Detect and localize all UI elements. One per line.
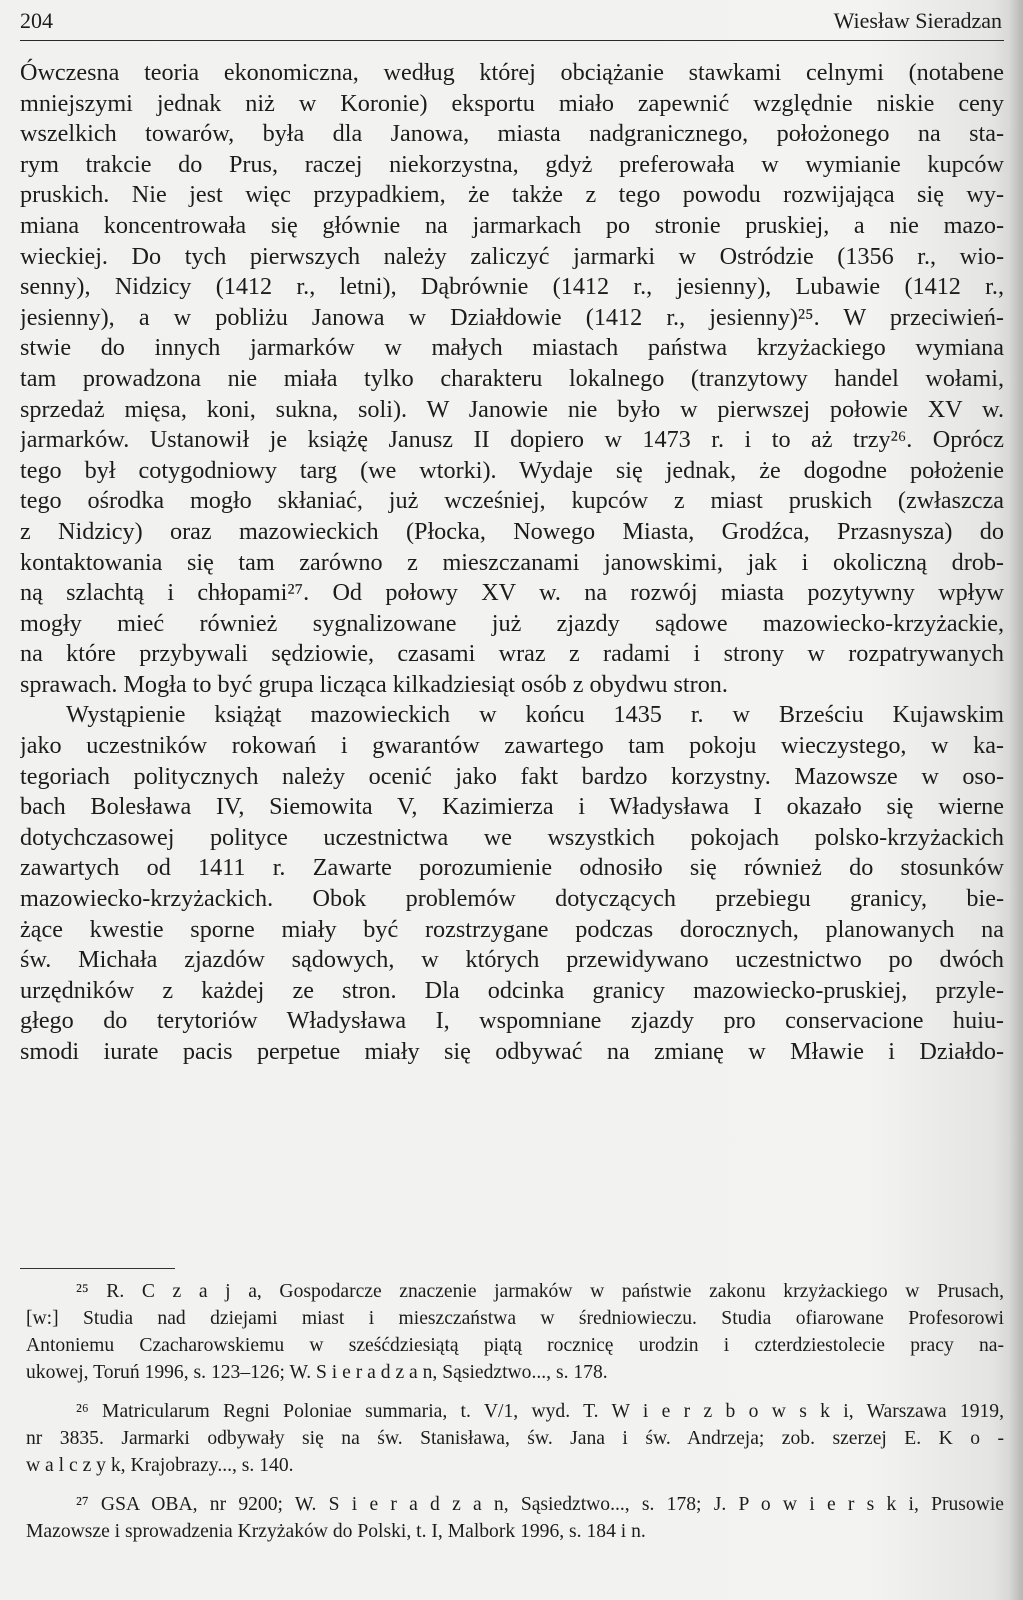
text-line: dotychczasowej polityce uczestnictwa we wszystkich pokojach polsko-krzyżackich xyxy=(20,823,1004,851)
text-line: smodi iurate pacis perpetue miały się odbywać na zmianę w Mławie i Działdo- xyxy=(20,1038,1004,1065)
main-text xyxy=(20,58,1004,1068)
page-number: 204 xyxy=(20,8,53,33)
text-line: stwie do innych jarmarków w małych miastach państwa krzyżackiego wymiana xyxy=(20,334,1004,362)
text-line: głego do terytoriów Władysława I, wspomniane zjazdy pro conservacione huiu- xyxy=(20,1007,1004,1035)
text-line: pruskich. Nie jest więc przypadkiem, że także z tego powodu rozwijająca się wy- xyxy=(20,181,1004,209)
footnote-gap xyxy=(26,1479,1004,1491)
text-line: wszelkich towarów, była dla Janowa, miasta nadgranicznego, położonego na sta- xyxy=(20,120,1004,148)
text-line: Wystąpienie książąt mazowieckich w końcu 1435 r. w Brześciu Kujawskim xyxy=(66,701,1004,729)
text-line: ną szlachtą i chłopami²⁷. Od połowy XV w. na rozwój miasta pozytywny wpływ xyxy=(20,579,1004,607)
text-line: sprawach. Mogła to być grupa licząca kilkadziesiąt osób z obydwu stron. xyxy=(20,670,728,698)
text-line: tego ośrodka mogło skłaniać, już wcześniej, kupców z miast pruskich (zwłaszcza xyxy=(20,487,1004,515)
footnote-gap xyxy=(26,1386,1004,1398)
text-line: św. Michała zjazdów sądowych, w których przewidywano uczestnictwo po dwóch xyxy=(20,946,1004,974)
text-line: z Nidzicy) oraz mazowieckich (Płocka, Nowego Miasta, Grodźca, Przasnysza) do xyxy=(20,517,1004,545)
footnote-line: ²⁵ R. C z a j a, Gospodarcze znaczenie jarmaków w państwie zakonu krzyżackiego w Prusach, xyxy=(76,1281,1004,1302)
footnote-line: nr 3835. Jarmarki odbywały się na św. Stanisława, św. Jana i św. Andrzeja; zob. szerzej E. K o - xyxy=(26,1428,1004,1449)
text-line: bach Bolesława IV, Siemowita V, Kazimierza i Władysława I okazało się wierne xyxy=(20,793,1004,821)
text-line: jako uczestników rokowań i gwarantów zawartego tam pokoju wieczystego, w ka- xyxy=(20,732,1004,760)
text-line: wieckiej. Do tych pierwszych należy zaliczyć jarmarki w Ostródzie (1356 r., wio- xyxy=(20,242,1004,270)
text-line: miana koncentrowała się głównie na jarmarkach po stronie pruskiej, a nie mazo- xyxy=(20,211,1004,239)
footnote-line: Mazowsze i sprowadzenia Krzyżaków do Polski, t. I, Malbork 1996, s. 184 i n. xyxy=(26,1521,646,1542)
footnote-27 xyxy=(26,1491,1004,1545)
text-line: tam prowadzona nie miała tylko charakteru lokalnego (tranzytowy handel wołami, xyxy=(20,364,1004,392)
text-line: Ówczesna teoria ekonomiczna, według której obciążanie stawkami celnymi (notabene xyxy=(20,59,1004,86)
text-line: tego był cotygodniowy targ (we wtorki). Wydaje się jednak, że dogodne położenie xyxy=(20,456,1004,484)
footnote-line: Antoniemu Czacharowskiemu w sześćdziesiątą piątą rocznicę urodzin i czterdziestolecie pracy na- xyxy=(26,1335,1004,1356)
text-line: jarmarków. Ustanowił je książę Janusz II dopiero w 1473 r. i to aż trzy²⁶. Oprócz xyxy=(20,426,1004,454)
footnotes xyxy=(26,1278,1004,1545)
text-line: żące kwestie sporne miały być rozstrzygane podczas dorocznych, planowanych na xyxy=(20,915,1004,943)
text-line: tegoriach politycznych należy ocenić jako fakt bardzo korzystny. Mazowsze w oso- xyxy=(20,762,1004,790)
footnote-line: [w:] Studia nad dziejami miast i mieszczaństwa w średniowieczu. Studia ofiarowane Profesorowi xyxy=(26,1308,1004,1329)
text-line: kontaktowania się tam zarówno z mieszczanami janowskimi, jak i okoliczną drob- xyxy=(20,548,1004,576)
text-line: zawartych od 1411 r. Zawarte porozumienie odnosiło się również do stosunków xyxy=(20,854,1004,882)
footnote-line: ukowej, Toruń 1996, s. 123–126; W. S i e r a d z a n, Sąsiedztwo..., s. 178. xyxy=(26,1362,608,1383)
running-head: Wiesław Sieradzan xyxy=(833,8,1002,33)
footnote-line: ²⁷ GSA OBA, nr 9200; W. S i e r a d z a n, Sąsiedztwo..., s. 178; J. P o w i e r s k i, Prusowie xyxy=(76,1494,1004,1515)
page-header xyxy=(20,6,1004,41)
text-line: urzędników z każdej ze stron. Dla odcinka granicy mazowiecko-pruskiej, przyle- xyxy=(20,976,1004,1004)
page-edge-shadow xyxy=(1009,0,1023,1600)
footnote-25 xyxy=(26,1278,1004,1386)
text-line: mogły mieć również sygnalizowane już zjazdy sądowe mazowiecko-krzyżackie, xyxy=(20,609,1004,637)
footnote-line: w a l c z y k, Krajobrazy..., s. 140. xyxy=(26,1455,294,1476)
footnote-line: ²⁶ Matricularum Regni Poloniae summaria, t. V/1, wyd. T. W i e r z b o w s k i, Warszawa 1919, xyxy=(76,1401,1004,1422)
text-line: senny), Nidzicy (1412 r., letni), Dąbrównie (1412 r., jesienny), Lubawie (1412 r., xyxy=(20,273,1004,301)
text-line: mniejszymi jednak niż w Koronie) eksportu miało zapewnić względnie niskie ceny xyxy=(20,89,1004,117)
text-line: na które przybywali sędziowie, czasami wraz z radami i strony w rozpatrywanych xyxy=(20,640,1004,668)
text-line: rym trakcie do Prus, raczej niekorzystna, gdyż preferowała w wymianie kupców xyxy=(20,150,1004,178)
footnote-separator xyxy=(20,1268,175,1269)
text-line: jesienny), a w pobliżu Janowa w Działdowie (1412 r., jesienny)²⁵. W przeciwień- xyxy=(20,303,1004,331)
text-line: sprzedaż mięsa, koni, sukna, soli). W Janowie nie było w pierwszej połowie XV w. xyxy=(20,395,1004,423)
text-line: mazowiecko-krzyżackich. Obok problemów dotyczących przebiegu granicy, bie- xyxy=(20,885,1004,913)
footnote-26 xyxy=(26,1398,1004,1479)
